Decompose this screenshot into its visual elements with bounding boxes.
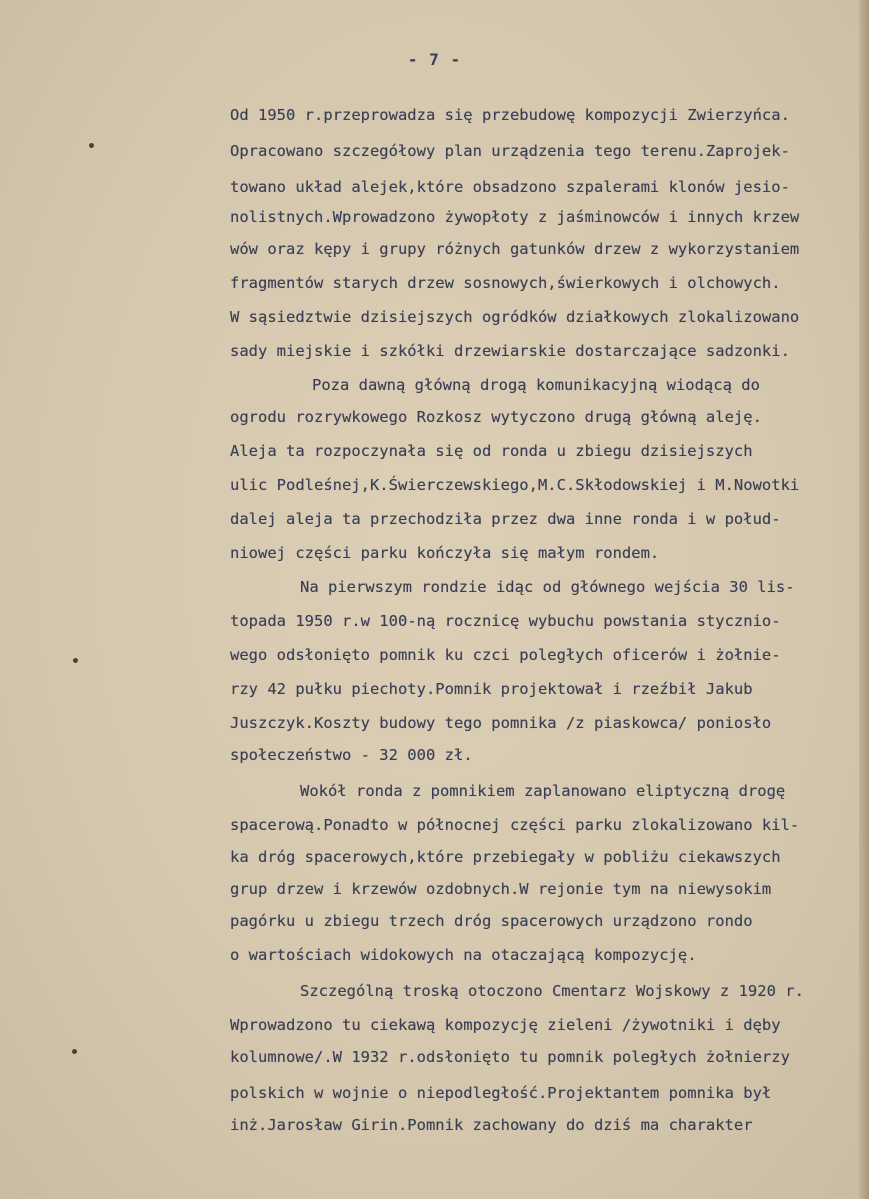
text-line: Poza dawną główną drogą komunikacyjną wiodącą do	[312, 376, 760, 394]
text-line: Na pierwszym rondzie idąc od głównego wejścia 30 lis-	[300, 578, 795, 596]
text-line: spacerową.Ponadto w północnej części parku zlokalizowano kil-	[230, 816, 800, 834]
text-line: Szczególną troską otoczono Cmentarz Wojskowy z 1920 r.	[300, 982, 804, 1000]
text-line: Aleja ta rozpoczynała się od ronda u zbiegu dzisiejszych	[230, 442, 753, 460]
text-line: W sąsiedztwie dzisiejszych ogródków działkowych zlokalizowano	[230, 308, 800, 326]
text-line: dalej aleja ta przechodziła przez dwa inne ronda i w połud-	[230, 510, 781, 528]
punch-hole-mark	[89, 143, 94, 148]
text-line: ogrodu rozrywkowego Rozkosz wytyczono drugą główną aleję.	[230, 408, 762, 426]
punch-hole-mark	[72, 1049, 77, 1054]
text-line: wów oraz kępy i grupy różnych gatunków drzew z wykorzystaniem	[230, 240, 800, 258]
text-line: rzy 42 pułku piechoty.Pomnik projektował i rzeźbił Jakub	[230, 680, 753, 698]
text-line: inż.Jarosław Girin.Pomnik zachowany do dziś ma charakter	[230, 1116, 753, 1134]
page-number: - 7 -	[407, 50, 462, 69]
text-line: niowej części parku kończyła się małym rondem.	[230, 544, 660, 562]
text-line: nolistnych.Wprowadzono żywopłoty z jaśminowców i innych krzew	[230, 208, 800, 226]
text-line: Wokół ronda z pomnikiem zaplanowano eliptyczną drogę	[300, 782, 786, 800]
text-line: ka dróg spacerowych,które przebiegały w pobliżu ciekawszych	[230, 848, 781, 866]
text-line: kolumnowe/.W 1932 r.odsłonięto tu pomnik poległych żołnierzy	[230, 1048, 790, 1066]
text-line: społeczeństwo - 32 000 zł.	[230, 746, 473, 764]
text-line: pagórku u zbiegu trzech dróg spacerowych urządzono rondo	[230, 912, 753, 930]
text-line: ulic Podleśnej,K.Świerczewskiego,M.C.Skłodowskiej i M.Nowotki	[230, 476, 800, 494]
text-line: Juszczyk.Koszty budowy tego pomnika /z piaskowca/ poniosło	[230, 714, 772, 732]
punch-hole-mark	[73, 658, 78, 663]
text-line: wego odsłonięto pomnik ku czci poległych oficerów i żołnie-	[230, 646, 781, 664]
text-line: polskich w wojnie o niepodległość.Projektantem pomnika był	[230, 1084, 772, 1102]
text-line: topada 1950 r.w 100-ną rocznicę wybuchu powstania styczniо-	[230, 612, 781, 630]
text-line: Opracowano szczegółowy plan urządzenia tego terenu.Zaprojek-	[230, 142, 790, 160]
paper-edge	[859, 0, 869, 1199]
text-line: Wprowadzono tu ciekawą kompozycję zieleni /żywotniki i dęby	[230, 1016, 781, 1034]
text-line: towano układ alejek,które obsadzono szpalerami klonów jesio-	[230, 178, 790, 196]
text-line: o wartościach widokowych na otaczającą kompozycję.	[230, 946, 697, 964]
text-line: grup drzew i krzewów ozdobnych.W rejonie tym na niewysokim	[230, 880, 772, 898]
text-line: sady miejskie i szkółki drzewiarskie dostarczające sadzonki.	[230, 342, 790, 360]
text-line: fragmentów starych drzew sosnowych,świerkowych i olchowych.	[230, 274, 781, 292]
text-line: Od 1950 r.przeprowadza się przebudowę kompozycji Zwierzyńca.	[230, 106, 790, 124]
